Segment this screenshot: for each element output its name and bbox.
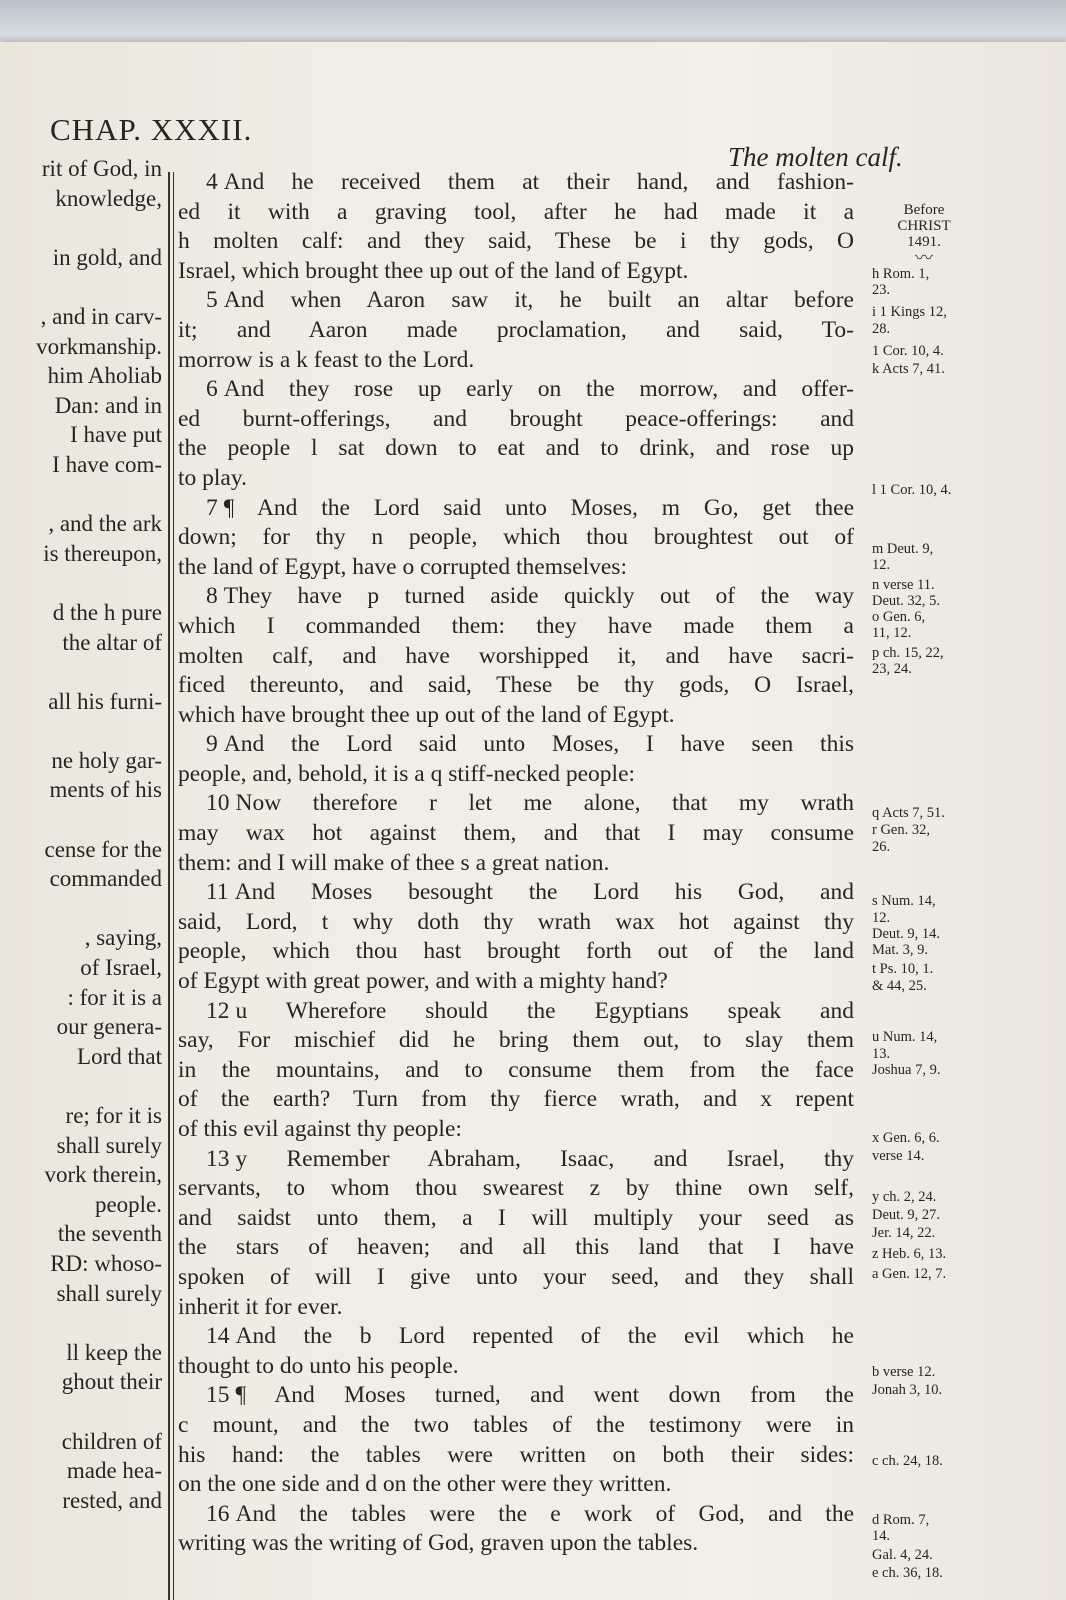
text-line [178, 286, 854, 316]
verse-text: on the one side and d on the other were they written. [178, 1471, 672, 1498]
verse-number: 13 [206, 1145, 230, 1172]
text-line [178, 1470, 854, 1500]
verse-number: 9 [206, 731, 218, 758]
text-line [178, 227, 854, 257]
verse-text: inherit it for ever. [178, 1293, 343, 1320]
verse-number: 7 [206, 494, 218, 521]
verse-text: in the mountains, and to consume them from the face [178, 1056, 854, 1083]
margin-reference: u Num. 14, [872, 1029, 938, 1046]
verse-text: servants, to whom thou swearest z by thine own self, [178, 1175, 854, 1202]
left-column-line: Dan: and in [54, 392, 162, 418]
margin-reference: o Gen. 6, [872, 609, 926, 626]
text-line [178, 878, 854, 908]
column-rule-left-inner [173, 172, 174, 1600]
margin-reference: e ch. 36, 18. [872, 1565, 943, 1582]
verse-text: And the b Lord repented of the evil which he [235, 1323, 854, 1350]
text-line [178, 1056, 854, 1086]
margin-reference: t Ps. 10, 1. [872, 961, 934, 978]
text-line [178, 819, 854, 849]
left-column-line: , saying, [84, 925, 162, 951]
margin-reference: Mat. 3, 9. [872, 942, 928, 959]
verse-text: And he received them at their hand, and fashion- [223, 169, 854, 195]
column-rule-left [168, 172, 170, 1600]
text-line [178, 1381, 854, 1411]
margin-reference: 12. [872, 909, 891, 926]
verse-text: molten calf, and have worshipped it, and have sacri- [178, 642, 854, 669]
margin-reference: r Gen. 32, [872, 822, 930, 839]
left-column-line [0, 568, 162, 598]
text-line [178, 1085, 854, 1115]
left-column-line: re; for it is [65, 1103, 162, 1128]
text-line [178, 1145, 854, 1175]
verse-text: And the Lord said unto Moses, I have seen this [223, 731, 854, 758]
left-column-line: d the h pure [52, 599, 162, 625]
text-line [178, 1174, 854, 1204]
text-line [178, 316, 854, 346]
left-column-line: shall surely [56, 1280, 162, 1306]
verse-number: 6 [206, 376, 218, 403]
verse-text: of the earth? Turn from thy fierce wrath, and x repent [178, 1086, 854, 1113]
text-line [178, 671, 854, 701]
text-line [178, 257, 854, 287]
text-line [178, 1115, 854, 1145]
margin-reference: d Rom. 7, [872, 1511, 930, 1528]
left-column-line [0, 1397, 162, 1427]
text-line [178, 494, 854, 524]
left-column-line: vork therein, [44, 1162, 162, 1188]
text-line [178, 612, 854, 642]
margin-reference: Jonah 3, 10. [872, 1381, 943, 1398]
verse-text: writing was the writing of God, graven upon the tables. [178, 1530, 699, 1557]
margin-reference: 14. [872, 1528, 891, 1545]
margin-reference: 12. [872, 557, 891, 574]
margin-reference: 11, 12. [872, 625, 912, 642]
text-line [178, 198, 854, 228]
verse-text: people, which thou hast brought forth out of the land [178, 938, 854, 965]
text-line [178, 1233, 854, 1263]
left-column-line [0, 894, 162, 924]
left-column-line: I have put [70, 422, 162, 448]
text-line [178, 523, 854, 553]
text-line [178, 967, 854, 997]
verse-text: which have brought thee up out of the land of Egypt. [178, 701, 675, 728]
left-column-line: ghout their [61, 1369, 162, 1395]
text-line [178, 1411, 854, 1441]
text-line [178, 908, 854, 938]
left-column-line [0, 213, 162, 243]
verse-number: 14 [206, 1323, 230, 1350]
margin-reference: Joshua 7, 9. [872, 1062, 941, 1079]
left-column-line: , and in carv- [40, 303, 162, 329]
verse-text: Israel, which brought thee up out of the land of Egypt. [178, 257, 689, 284]
text-line [178, 730, 854, 760]
left-column-line [0, 805, 162, 835]
verse-number: 15 [206, 1382, 230, 1409]
left-column-line: all his furni- [48, 688, 162, 714]
verse-text: ficed thereunto, and said, These be thy gods, O Israel, [178, 672, 854, 699]
main-text-column [178, 168, 854, 1559]
left-column-line: I have com- [52, 451, 162, 477]
text-line [178, 1293, 854, 1323]
verse-text: ¶ And Moses turned, and went down from the [235, 1382, 854, 1409]
text-line [178, 1204, 854, 1234]
verse-text: ed it with a graving tool, after he had made it a [178, 198, 854, 225]
verse-text: the stars of heaven; and all this land that I have [178, 1234, 854, 1261]
left-column-line [0, 1308, 162, 1338]
left-column-line [0, 716, 162, 746]
verse-text: c mount, and the two tables of the testimony were in [178, 1411, 854, 1438]
left-column-line: rit of God, in [41, 156, 162, 181]
verse-text: And Moses besought the Lord his God, and [234, 879, 854, 906]
verse-text: ed burnt-offerings, and brought peace-offerings: and [178, 405, 854, 432]
left-column-line: the seventh [57, 1221, 162, 1247]
text-line [178, 1441, 854, 1471]
verse-text: of Egypt with great power, and with a mighty hand? [178, 968, 668, 995]
left-column-line: RD: whoso- [50, 1250, 162, 1276]
left-column-line: : for it is a [67, 984, 162, 1010]
verse-number: 5 [206, 287, 218, 314]
margin-reference: Deut. 9, 27. [872, 1207, 941, 1224]
verse-text: And the tables were the e work of God, and the [235, 1500, 854, 1527]
margin-reference: y ch. 2, 24. [872, 1189, 937, 1206]
text-line [178, 642, 854, 672]
margin-reference: a Gen. 12, 7. [872, 1266, 947, 1283]
left-column-line: knowledge, [55, 185, 162, 211]
left-column-line [0, 1071, 162, 1101]
verse-text: it; and Aaron made proclamation, and said, To- [178, 316, 854, 343]
ornament-icon: 〰 [915, 248, 933, 268]
verse-number: 8 [206, 583, 218, 610]
verse-text: morrow is a k feast to the Lord. [178, 346, 475, 373]
left-column-line: our genera- [56, 1014, 162, 1040]
text-line [178, 1322, 854, 1352]
margin-reference: 28. [872, 320, 891, 337]
margin-reference: 23. [872, 282, 891, 299]
verse-number: 10 [206, 790, 230, 817]
verse-text: They have p turned aside quickly out of the way [223, 583, 854, 610]
left-column-line: the altar of [62, 629, 162, 655]
left-page-column [0, 154, 162, 1515]
left-column-line: children of [61, 1428, 162, 1454]
margin-reference: c ch. 24, 18. [872, 1452, 943, 1469]
date-box [872, 202, 976, 266]
verse-text: the land of Egypt, have o corrupted themselves: [178, 553, 627, 580]
margin-reference: l 1 Cor. 10, 4. [872, 481, 952, 498]
running-title: The molten calf. [728, 142, 903, 172]
left-column-line: of Israel, [80, 955, 162, 981]
text-line [178, 849, 854, 879]
left-column-line: ll keep the [66, 1339, 162, 1365]
verse-text: y Remember Abraham, Isaac, and Israel, thy [235, 1145, 854, 1172]
left-column-line [0, 480, 162, 510]
margin-reference: z Heb. 6, 13. [872, 1245, 947, 1262]
left-column-line: ments of his [49, 777, 162, 803]
text-line [178, 997, 854, 1027]
margin-reference: k Acts 7, 41. [872, 360, 945, 377]
text-line [178, 789, 854, 819]
left-column-line: people. [94, 1191, 162, 1217]
left-column-line: cense for the [44, 836, 162, 862]
text-line [178, 1263, 854, 1293]
margin-reference: 26. [872, 838, 891, 855]
text-line [178, 1026, 854, 1056]
text-line [178, 701, 854, 731]
verse-text: may wax hot against them, and that I may consume [178, 820, 854, 847]
text-line [178, 1352, 854, 1382]
date-year: 1491. [907, 234, 941, 250]
verse-text: Now therefore r let me alone, that my wrath [235, 790, 854, 817]
left-column-line: vorkmanship. [36, 333, 162, 359]
text-line [178, 168, 854, 198]
verse-text: people, and, behold, it is a q stiff-necked people: [178, 760, 636, 787]
text-line [178, 937, 854, 967]
verse-text: u Wherefore should the Egyptians speak and [235, 997, 854, 1024]
left-column-line: made hea- [66, 1458, 162, 1484]
left-column-line [0, 272, 162, 302]
margin-reference: n verse 11. [872, 576, 935, 593]
left-column-line: commanded [49, 866, 162, 892]
date-christ: CHRIST [897, 218, 951, 234]
left-column-line: is thereupon, [43, 540, 162, 566]
text-line [178, 434, 854, 464]
left-column-line: ne holy gar- [51, 747, 162, 773]
left-column-line: rested, and [62, 1487, 162, 1513]
text-line [178, 760, 854, 790]
verse-text: And they rose up early on the morrow, and offer- [223, 376, 854, 403]
verse-number: 4 [206, 169, 218, 195]
text-line [178, 553, 854, 583]
margin-reference: Jer. 14, 22. [872, 1224, 936, 1241]
verse-text: said, Lord, t why doth thy wrath wax hot against thy [178, 908, 854, 935]
margin-reference: verse 14. [872, 1147, 925, 1164]
margin-reference: q Acts 7, 51. [872, 804, 945, 821]
verse-text: his hand: the tables were written on both their sides: [178, 1441, 854, 1468]
text-line [178, 582, 854, 612]
verse-number: 11 [206, 879, 229, 906]
margin-reference: x Gen. 6, 6. [872, 1130, 940, 1147]
verse-text: And when Aaron saw it, he built an altar before [223, 287, 854, 314]
text-line [178, 375, 854, 405]
margin-reference: m Deut. 9, [872, 541, 934, 558]
text-line [178, 1529, 854, 1559]
margin-reference: i 1 Kings 12, [872, 304, 947, 321]
verse-text: them: and I will make of thee s a great nation. [178, 849, 610, 876]
verse-text: which I commanded them: they have made them a [178, 612, 854, 639]
left-column-line: , and the ark [48, 511, 162, 537]
margin-reference: 1 Cor. 10, 4. [872, 342, 944, 359]
verse-text: down; for thy n people, which thou broughtest out of [178, 524, 854, 551]
margin-reference: b verse 12. [872, 1363, 936, 1380]
margin-reference: & 44, 25. [872, 977, 927, 994]
chapter-heading: CHAP. XXXII. [50, 112, 253, 147]
verse-number: 16 [206, 1500, 230, 1527]
verse-text: and saidst unto them, a I will multiply your seed as [178, 1204, 854, 1231]
left-column-line: him Aholiab [47, 363, 162, 389]
date-before: Before [903, 202, 945, 218]
margin-reference: Deut. 9, 14. [872, 925, 941, 942]
verse-text: of this evil against thy people: [178, 1116, 462, 1142]
verse-text: spoken of will I give unto your seed, and they shall [178, 1263, 854, 1290]
bible-page [0, 42, 1066, 1600]
verse-text: thought to do unto his people. [178, 1352, 459, 1379]
margin-reference: Gal. 4, 24. [872, 1547, 933, 1564]
verse-text: to play. [178, 464, 247, 491]
verse-text: say, For mischief did he bring them out, to slay them [178, 1027, 854, 1054]
text-line [178, 405, 854, 435]
text-line [178, 1500, 854, 1530]
margin-reference: 23, 24. [872, 660, 912, 677]
verse-number: 12 [206, 997, 230, 1024]
margin-reference: 13. [872, 1045, 891, 1062]
margin-reference: Deut. 32, 5. [872, 592, 941, 609]
left-column-line: Lord that [77, 1043, 162, 1069]
text-line [178, 464, 854, 494]
margin-reference: s Num. 14, [872, 893, 936, 910]
left-column-line: shall surely [56, 1132, 162, 1158]
left-column-line [0, 657, 162, 687]
left-column-line: in gold, and [52, 244, 162, 270]
verse-text: h molten calf: and they said, These be i thy gods, O [178, 228, 854, 255]
margin-reference: p ch. 15, 22, [872, 644, 944, 661]
verse-text: the people l sat down to eat and to drink, and rose up [178, 435, 854, 462]
margin-reference: h Rom. 1, [872, 265, 930, 282]
verse-text: ¶ And the Lord said unto Moses, m Go, get thee [223, 494, 854, 521]
text-line [178, 346, 854, 376]
